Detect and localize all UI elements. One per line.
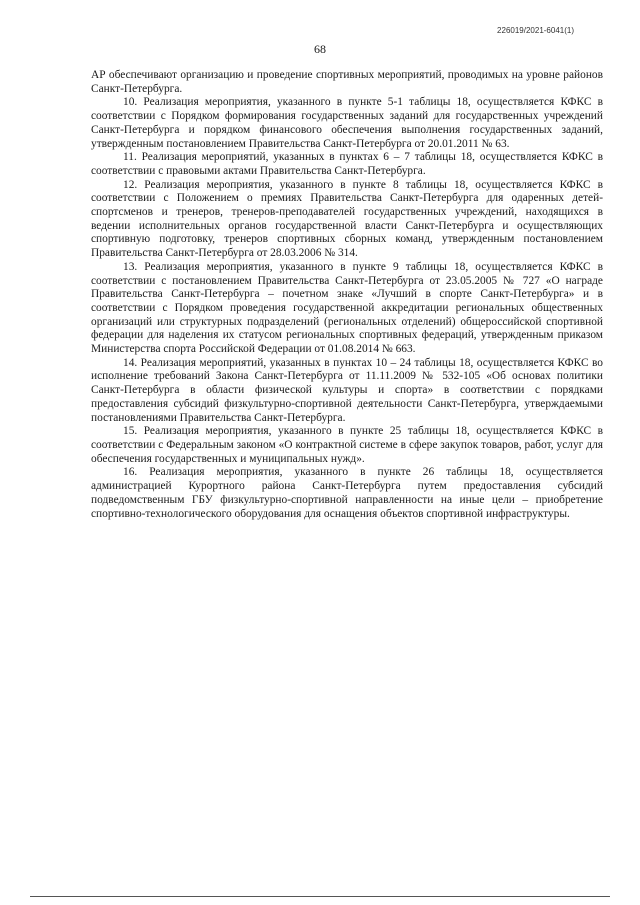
paragraph-item-13: 13. Реализация мероприятия, указанного в пункте 9 таблицы 18, осуществляется КФКС в соответствии с постановлением Правительства Санкт-Петербурга от 23.05.2005 № 727 «О награде Правительства Санкт-Петербурга – почетном знаке «Лучший в спорте Санкт-Петербурга» и в соответствии с Порядком проведения государственной аккредитации региональных общественных организаций или структурных подразделений (региональных отделений) общероссийской спортивной федерации для наделения их статусом региональных спортивных федераций, утвержденным приказом Министерства спорта Российской Федерации от 01.08.2014 № 663. bbox=[91, 260, 603, 356]
paragraph-item-12: 12. Реализация мероприятия, указанного в пункте 8 таблицы 18, осуществляется КФКС в соответствии с Положением о премиях Правительства Санкт-Петербурга для одаренных детей-спортсменов и тренеров, тренеров-преподавателей государственных учреждений, находящихся в ведении исполнительных органов государственной власти Санкт-Петербурга и осуществляющих спортивную подготовку, тренеров спортивных сборных команд, утвержденным постановлением Правительства Санкт-Петербурга от 28.03.2006 № 314. bbox=[91, 178, 603, 260]
paragraph-item-15: 15. Реализация мероприятия, указанного в пункте 25 таблицы 18, осуществляется КФКС в соответствии с Федеральным законом «О контрактной системе в сфере закупок товаров, работ, услуг для обеспечения государственных и муниципальных нужд». bbox=[91, 425, 603, 465]
paragraph-item-10: 10. Реализация мероприятия, указанного в пункте 5-1 таблицы 18, осуществляется КФКС в соответствии с Порядком формирования государственных заданий для государственных учреждений Санкт-Петербурга и порядком финансового обеспечения выполнения государственных заданий, утвержденным постановлением Правительства Санкт-Петербурга от 20.01.2011 № 63. bbox=[91, 96, 603, 150]
document-body bbox=[91, 69, 603, 521]
paragraph-item-11: 11. Реализация мероприятий, указанных в пунктах 6 – 7 таблицы 18, осуществляется КФКС в соответствии с правовыми актами Правительства Санкт-Петербурга. bbox=[91, 151, 603, 177]
page-number: 68 bbox=[314, 42, 326, 56]
document-registration-number: 226019/2021-6041(1) bbox=[497, 26, 574, 35]
paragraph-item-16: 16. Реализация мероприятия, указанного в пункте 26 таблицы 18, осуществляется администрацией Курортного района Санкт-Петербурга путем предоставления субсидий подведомственным ГБУ физкультурно-спортивной направленности на иные цели – приобретение спортивно-технологического оборудования для оснащения объектов спортивной инфраструктуры. bbox=[91, 466, 603, 520]
paragraph-item-14: 14. Реализация мероприятий, указанных в пунктах 10 – 24 таблицы 18, осуществляется КФКС во исполнение требований Закона Санкт-Петербурга от 11.11.2009 № 532-105 «Об основах политики Санкт-Петербурга в области физической культуры и спорта» в соответствии с порядками предоставления субсидий физкультурно-спортивной деятельности Санкт-Петербурга, утверждаемыми постановлениями Правительства Санкт-Петербурга. bbox=[91, 356, 603, 424]
scan-bottom-edge-line bbox=[30, 896, 610, 897]
paragraph-continuation: АР обеспечивают организацию и проведение спортивных мероприятий, проводимых на уровне районов Санкт-Петербурга. bbox=[91, 69, 603, 95]
